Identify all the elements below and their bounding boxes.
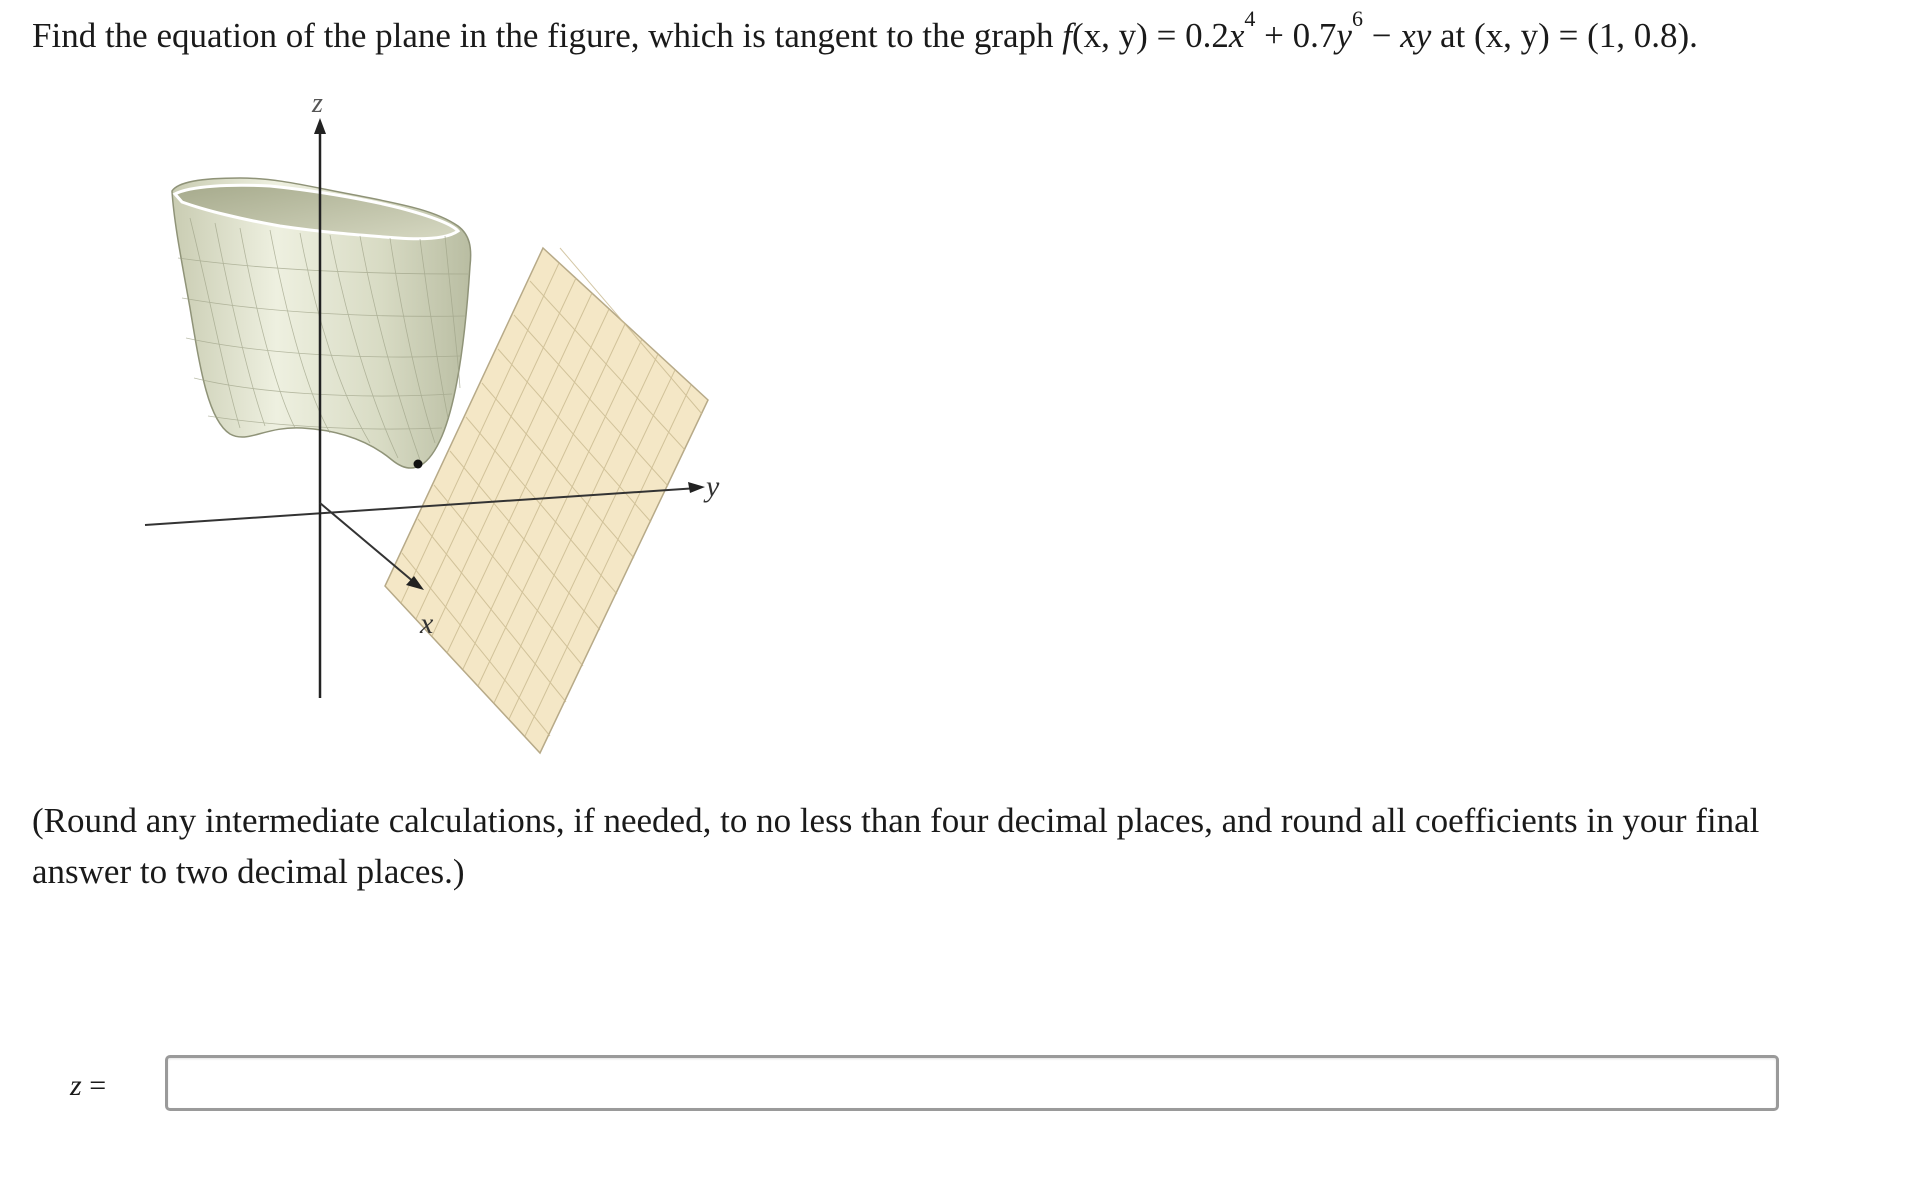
y-axis-arrow <box>688 482 705 493</box>
function-args: (x, y) <box>1072 16 1148 55</box>
point-expression <box>1474 16 1698 55</box>
x-axis-line <box>320 503 415 583</box>
question-intro: Find the equation of the plane in the figure, which is tangent to the graph <box>32 16 1063 55</box>
answer-label-var: z <box>70 1069 82 1102</box>
xy-term: xy <box>1400 16 1432 55</box>
answer-label <box>70 1069 165 1103</box>
figure-svg <box>130 98 750 758</box>
coef-term-2: + 0.7 <box>1255 16 1337 55</box>
x-exponent: 4 <box>1244 6 1256 31</box>
rounding-instructions: (Round any intermediate calculations, if needed, to no less than four decimal places, and round all coefficients in your final answer to two decimal places.) <box>32 801 1760 891</box>
y-variable: y <box>1336 16 1352 55</box>
y-exponent: 6 <box>1351 6 1363 31</box>
tangent-point <box>414 460 423 469</box>
surface-graph <box>172 178 471 469</box>
answer-row <box>70 1055 165 1117</box>
x-axis-label: x <box>420 607 434 640</box>
coef-term-1: = 0.2 <box>1147 16 1229 55</box>
x-variable: x <box>1228 16 1245 55</box>
z-axis-label: z <box>312 98 323 119</box>
function-expression <box>1062 6 1432 55</box>
y-axis-label: y <box>706 470 720 503</box>
answer-input[interactable] <box>165 1055 1779 1111</box>
answer-label-eq: = <box>81 1069 107 1102</box>
point-value: = (1, 0.8). <box>1549 16 1698 55</box>
question-text <box>32 6 1872 60</box>
at-word: at <box>1431 16 1475 55</box>
point-vars: (x, y) <box>1474 16 1550 55</box>
function-name: f <box>1062 16 1073 55</box>
surface-figure <box>130 98 750 758</box>
minus-sign: − <box>1362 16 1401 55</box>
z-axis-arrow <box>314 118 326 134</box>
